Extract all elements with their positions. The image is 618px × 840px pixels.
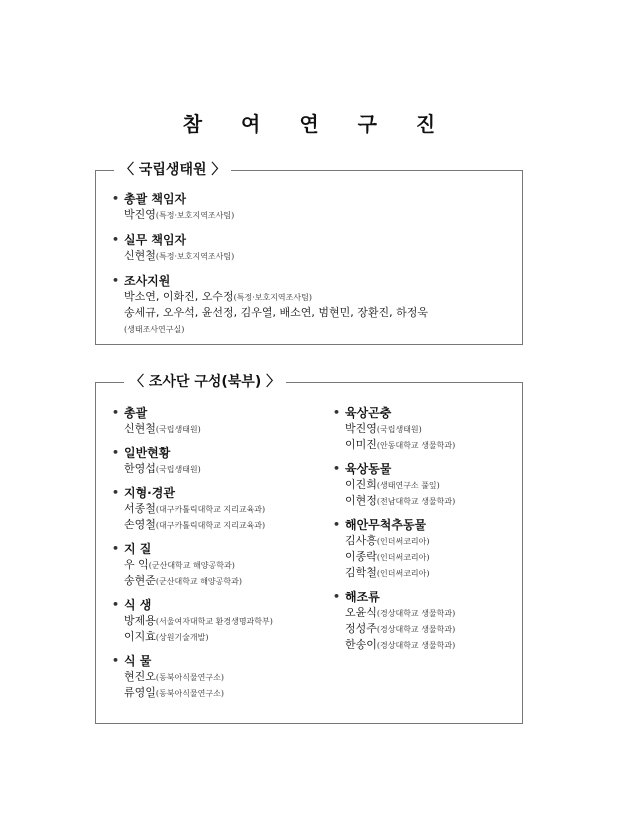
page-title: 참 여 연 구 진 <box>182 112 452 136</box>
member-name: 송현준 <box>124 574 156 587</box>
bullet-icon: • <box>333 462 341 475</box>
member-line <box>112 613 322 629</box>
institute-groups <box>112 191 514 346</box>
member-name: 신현철 <box>124 422 156 435</box>
bullet-icon: • <box>112 598 120 611</box>
member-name: 오윤식 <box>345 606 377 619</box>
group-title <box>112 485 322 501</box>
member-name: 방제용 <box>124 614 156 627</box>
group-title-text: 해안무척추동물 <box>345 518 427 532</box>
member-name: 류영일 <box>124 686 156 699</box>
member-name: 우 익 <box>124 558 149 571</box>
member-name: 김학철 <box>345 566 377 579</box>
member-affiliation: (특정·보호지역조사팀) <box>155 211 235 220</box>
member-name: 한영섭 <box>124 462 156 475</box>
group-title-text: 지 질 <box>124 542 152 556</box>
member-line <box>112 207 514 223</box>
group-title <box>112 597 322 613</box>
group-title <box>333 405 513 421</box>
member-line <box>333 621 513 637</box>
member-name: 김사흥 <box>345 534 377 547</box>
group-title-text: 식 생 <box>124 598 152 612</box>
member-group <box>333 461 513 509</box>
member-line <box>333 605 513 621</box>
member-group <box>333 589 513 653</box>
team-left-column <box>112 405 322 709</box>
member-name: 박진영 <box>345 422 377 435</box>
member-group <box>333 405 513 453</box>
bullet-icon: • <box>112 233 120 246</box>
member-line <box>112 289 514 305</box>
member-line <box>333 637 513 653</box>
member-affiliation: (인더써코리아) <box>376 569 430 578</box>
group-title-text: 일반현황 <box>124 446 171 460</box>
member-affiliation: (상원기술개발) <box>155 633 209 642</box>
institute-box <box>95 162 523 345</box>
member-line <box>112 248 514 264</box>
member-group <box>112 232 514 264</box>
member-name: 신현철 <box>124 249 156 262</box>
member-line <box>112 501 322 517</box>
member-name: 정성주 <box>345 622 377 635</box>
group-title-text: 조사지원 <box>124 274 171 288</box>
bullet-icon: • <box>112 486 120 499</box>
group-title-text: 육상곤충 <box>345 406 392 420</box>
member-affiliation: (생태연구소 풀잎) <box>376 481 440 490</box>
member-name: 이진희 <box>345 478 377 491</box>
member-line <box>333 533 513 549</box>
member-affiliation: (군산대학교 해양공학과) <box>148 561 235 570</box>
member-line <box>333 437 513 453</box>
member-name: 이종락 <box>345 550 377 563</box>
member-name: 이지효 <box>124 630 156 643</box>
group-title-text: 지형·경관 <box>124 486 175 500</box>
member-group <box>112 485 322 533</box>
bullet-icon: • <box>333 518 341 531</box>
member-affiliation: (국립생태원) <box>155 465 201 474</box>
member-affiliation: (국립생태원) <box>376 425 422 434</box>
member-line <box>112 557 322 573</box>
bullet-icon: • <box>333 590 341 603</box>
member-line <box>333 549 513 565</box>
member-name: 이미진 <box>345 438 377 451</box>
member-group <box>112 405 322 437</box>
member-name: 이현정 <box>345 494 377 507</box>
member-group <box>112 273 514 337</box>
member-affiliation: (동북아식물연구소) <box>155 673 224 682</box>
member-group <box>112 191 514 223</box>
member-affiliation: (경상대학교 생물학과) <box>376 609 456 618</box>
member-affiliation: (특정·보호지역조사팀) <box>233 293 312 302</box>
bullet-icon: • <box>112 654 120 667</box>
member-group <box>112 597 322 645</box>
member-affiliation: (국립생태원) <box>155 425 201 434</box>
member-name: 서종철 <box>124 502 156 515</box>
group-title-text: 총괄 책임자 <box>124 192 187 206</box>
bullet-icon: • <box>112 406 120 419</box>
member-name: 송세규, 오우석, 윤선정, 김우열, 배소연, 범현민, 장환진, 하정욱 <box>124 306 428 319</box>
member-line <box>112 669 322 685</box>
member-line <box>112 685 322 701</box>
member-name: 박소연, 이화진, 오수정 <box>124 290 234 303</box>
member-affiliation: (안동대학교 생물학과) <box>376 441 456 450</box>
member-affiliation: (인더써코리아) <box>376 553 430 562</box>
member-affiliation: (대구카톨릭대학교 지리교육과) <box>155 505 266 514</box>
bullet-icon: • <box>112 542 120 555</box>
member-group <box>112 653 322 701</box>
group-title <box>112 273 514 289</box>
member-group <box>112 445 322 477</box>
member-affiliation: (전남대학교 생물학과) <box>376 497 456 506</box>
member-affiliation: (경상대학교 생물학과) <box>376 625 456 634</box>
member-line <box>112 321 514 337</box>
group-title-text: 해조류 <box>345 590 380 604</box>
group-title <box>333 517 513 533</box>
team-box <box>95 374 523 724</box>
group-title <box>112 541 322 557</box>
member-line <box>333 493 513 509</box>
member-name: 현진오 <box>124 670 156 683</box>
member-line <box>333 565 513 581</box>
member-affiliation: (군산대학교 해양공학과) <box>155 577 242 586</box>
group-title-text: 육상동물 <box>345 462 392 476</box>
member-line <box>112 517 322 533</box>
member-line <box>333 477 513 493</box>
group-title <box>333 589 513 605</box>
group-title-text: 총괄 <box>124 406 148 420</box>
member-name: 박진영 <box>124 208 156 221</box>
member-affiliation: (동북아식물연구소) <box>155 689 224 698</box>
team-right-column <box>333 405 513 661</box>
institute-legend: 〈 국립생태원 〉 <box>114 162 231 178</box>
member-affiliation: (특정·보호지역조사팀) <box>155 252 235 261</box>
member-group <box>333 517 513 581</box>
member-line <box>112 629 322 645</box>
member-affiliation: (대구카톨릭대학교 지리교육과) <box>155 521 266 530</box>
group-title-text: 식 물 <box>124 654 152 668</box>
group-title <box>112 445 322 461</box>
bullet-icon: • <box>333 406 341 419</box>
member-affiliation: (인더써코리아) <box>376 537 430 546</box>
member-line <box>112 573 322 589</box>
group-title <box>333 461 513 477</box>
group-title <box>112 653 322 669</box>
bullet-icon: • <box>112 192 120 205</box>
member-line <box>112 461 322 477</box>
member-line <box>112 305 514 321</box>
bullet-icon: • <box>112 446 120 459</box>
group-title <box>112 191 514 207</box>
member-name: 손영철 <box>124 518 156 531</box>
member-line <box>112 421 322 437</box>
team-legend: 〈 조사단 구성(북부) 〉 <box>124 374 286 390</box>
group-title-text: 실무 책임자 <box>124 233 187 247</box>
member-affiliation: (경상대학교 생물학과) <box>376 641 456 650</box>
member-affiliation: (생태조사연구실) <box>124 325 185 334</box>
group-title <box>112 405 322 421</box>
member-affiliation: (서울여자대학교 환경생명과학부) <box>155 617 273 626</box>
member-group <box>112 541 322 589</box>
member-name: 한송이 <box>345 638 377 651</box>
member-line <box>333 421 513 437</box>
group-title <box>112 232 514 248</box>
bullet-icon: • <box>112 274 120 287</box>
